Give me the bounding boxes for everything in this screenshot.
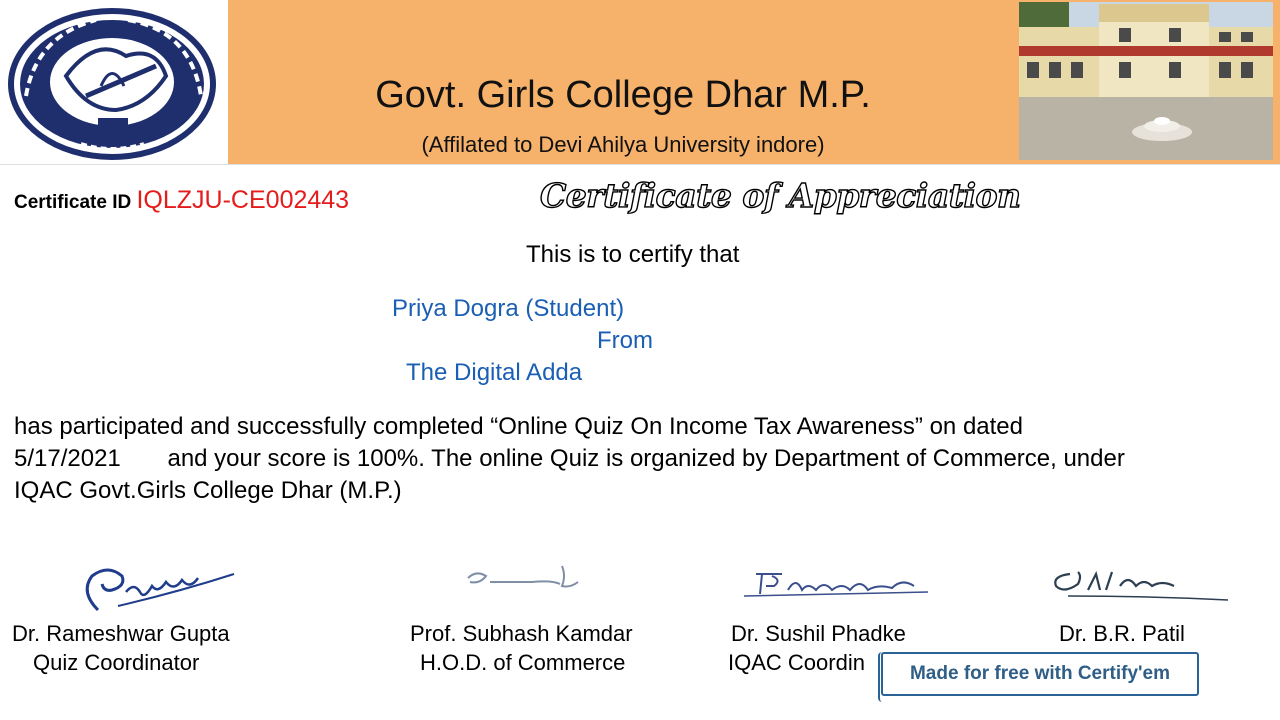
- certificate-id: [14, 186, 349, 215]
- from-label: From: [597, 327, 653, 354]
- signatory-role: Quiz Coordinator: [33, 650, 200, 675]
- college-logo: [0, 0, 228, 164]
- college-name: Govt. Girls College Dhar M.P.: [375, 74, 871, 116]
- certificate-id-label: Certificate ID: [14, 192, 132, 213]
- signatory-role: IQAC Coordin: [728, 650, 865, 675]
- signatory-name: Prof. Subhash Kamdar: [410, 621, 633, 646]
- signature-phadke-icon: [742, 566, 932, 606]
- certifyem-badge[interactable]: Made for free with Certify'em: [881, 652, 1199, 696]
- college-seal-icon: [6, 6, 218, 162]
- body-line-2: [14, 443, 1264, 475]
- recipient-name: Priya Dogra (Student): [392, 295, 625, 322]
- signatory-name: Dr. Sushil Phadke: [731, 621, 906, 646]
- body-line-2-text: and your score is 100%. The online Quiz is organized by Department of Commerce, under: [167, 445, 1125, 472]
- college-affiliation: (Affilated to Devi Ahilya University indore): [421, 132, 825, 157]
- signatory-role: H.O.D. of Commerce: [420, 650, 626, 675]
- signature-kamdar-icon: [462, 560, 582, 596]
- certificate-body: [14, 411, 1264, 507]
- body-line-1: has participated and successfully completed “Online Quiz On Income Tax Awareness” on dated: [14, 413, 1023, 440]
- body-line-3: IQAC Govt.Girls College Dhar (M.P.): [14, 477, 402, 504]
- signatory-name: Dr. B.R. Patil: [1059, 621, 1185, 646]
- signature-gupta-icon: [78, 562, 238, 618]
- recipient-organization: The Digital Adda: [406, 359, 583, 386]
- signatory-name: Dr. Rameshwar Gupta: [12, 621, 230, 646]
- quiz-date: 5/17/2021: [14, 445, 121, 472]
- certificate-header: [0, 0, 1280, 165]
- certificate-title: Certificate of Appreciation: [540, 176, 1021, 215]
- signature-patil-icon: [1048, 566, 1232, 606]
- certify-intro: This is to certify that: [526, 241, 740, 268]
- college-building-image: [1019, 2, 1273, 160]
- certificate-id-value: IQLZJU-CE002443: [136, 186, 350, 214]
